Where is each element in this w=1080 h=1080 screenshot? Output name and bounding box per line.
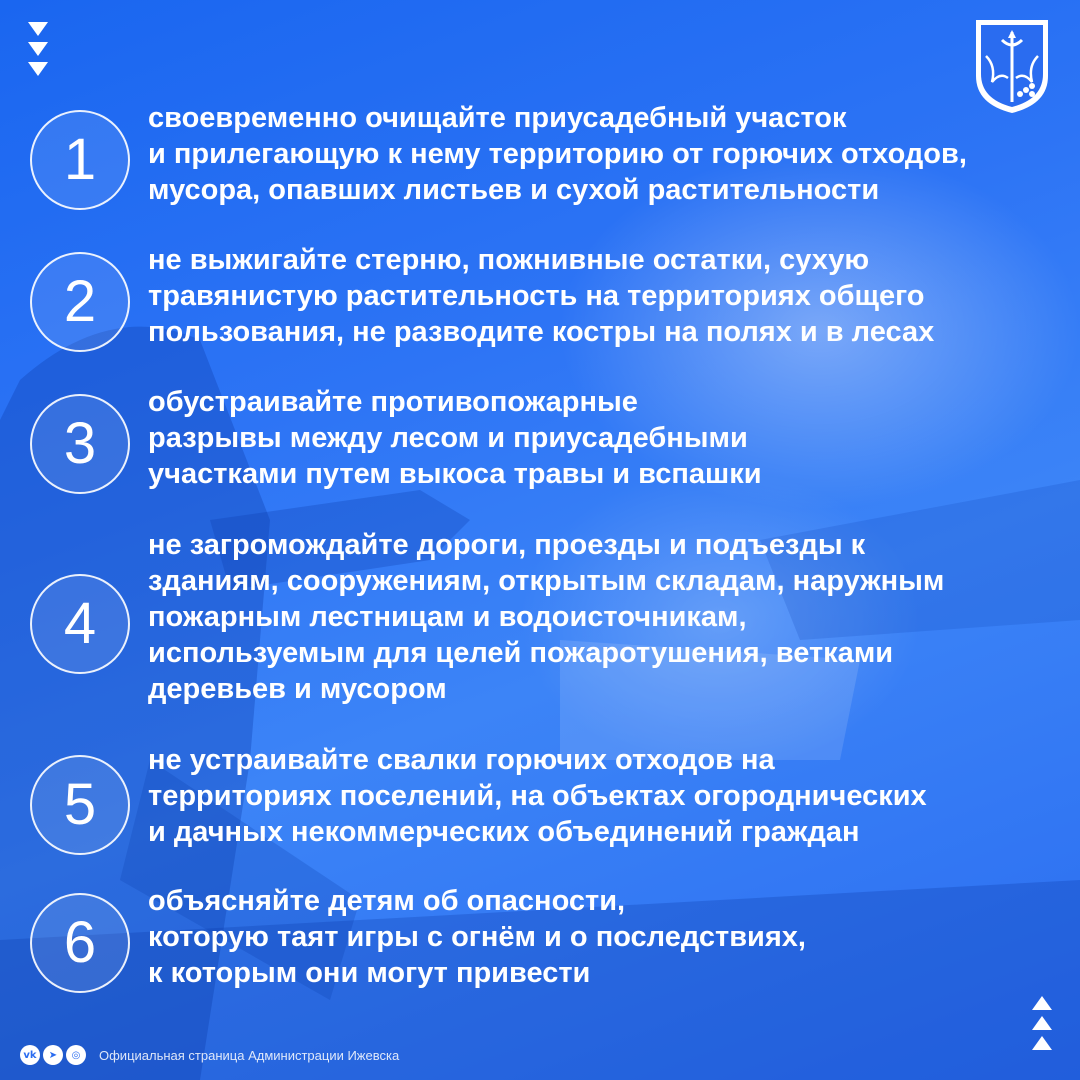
item-number-badge: 4	[30, 574, 130, 674]
item-text: обустраивайте противопожарные разрывы между лесом и приусадебными участками путем выкоса травы и вспашки	[148, 386, 762, 490]
footer-caption: Официальная страница Администрации Ижевска	[99, 1047, 400, 1063]
item-number-badge: 2	[30, 252, 130, 352]
item-number-badge: 5	[30, 755, 130, 855]
item-text: не устраивайте свалки горючих отходов на территориях поселений, на объектах огороднических и дачных некоммерческих объединений граждан	[148, 744, 927, 848]
item-text: объясняйте детям об опасности, которую таят игры с огнём и о последствиях, к которым они могут привести	[148, 885, 806, 989]
chevrons-up-icon	[1030, 994, 1054, 1058]
ok-icon[interactable]: ◎	[66, 1045, 86, 1065]
item-text: не загромождайте дороги, проезды и подъезды к зданиям, сооружениям, открытым складам, наружным пожарным лестницам и водоисточникам, используемым для целей пожаротушения, ветками деревьев и мусором	[148, 529, 945, 705]
telegram-icon[interactable]: ➤	[43, 1045, 63, 1065]
item-text: не выжигайте стерню, пожнивные остатки, сухую травянистую растительность на территориях общего пользования, не разводите костры на полях и в лесах	[148, 244, 935, 348]
item-number-badge: 3	[30, 394, 130, 494]
vk-icon[interactable]: vk	[20, 1045, 40, 1065]
item-number-badge: 1	[30, 110, 130, 210]
item-number-badge: 6	[30, 893, 130, 993]
footer	[20, 1044, 399, 1066]
item-text: своевременно очищайте приусадебный участок и прилегающую к нему территорию от горючих отходов, мусора, опавших листьев и сухой растительности	[148, 102, 967, 206]
